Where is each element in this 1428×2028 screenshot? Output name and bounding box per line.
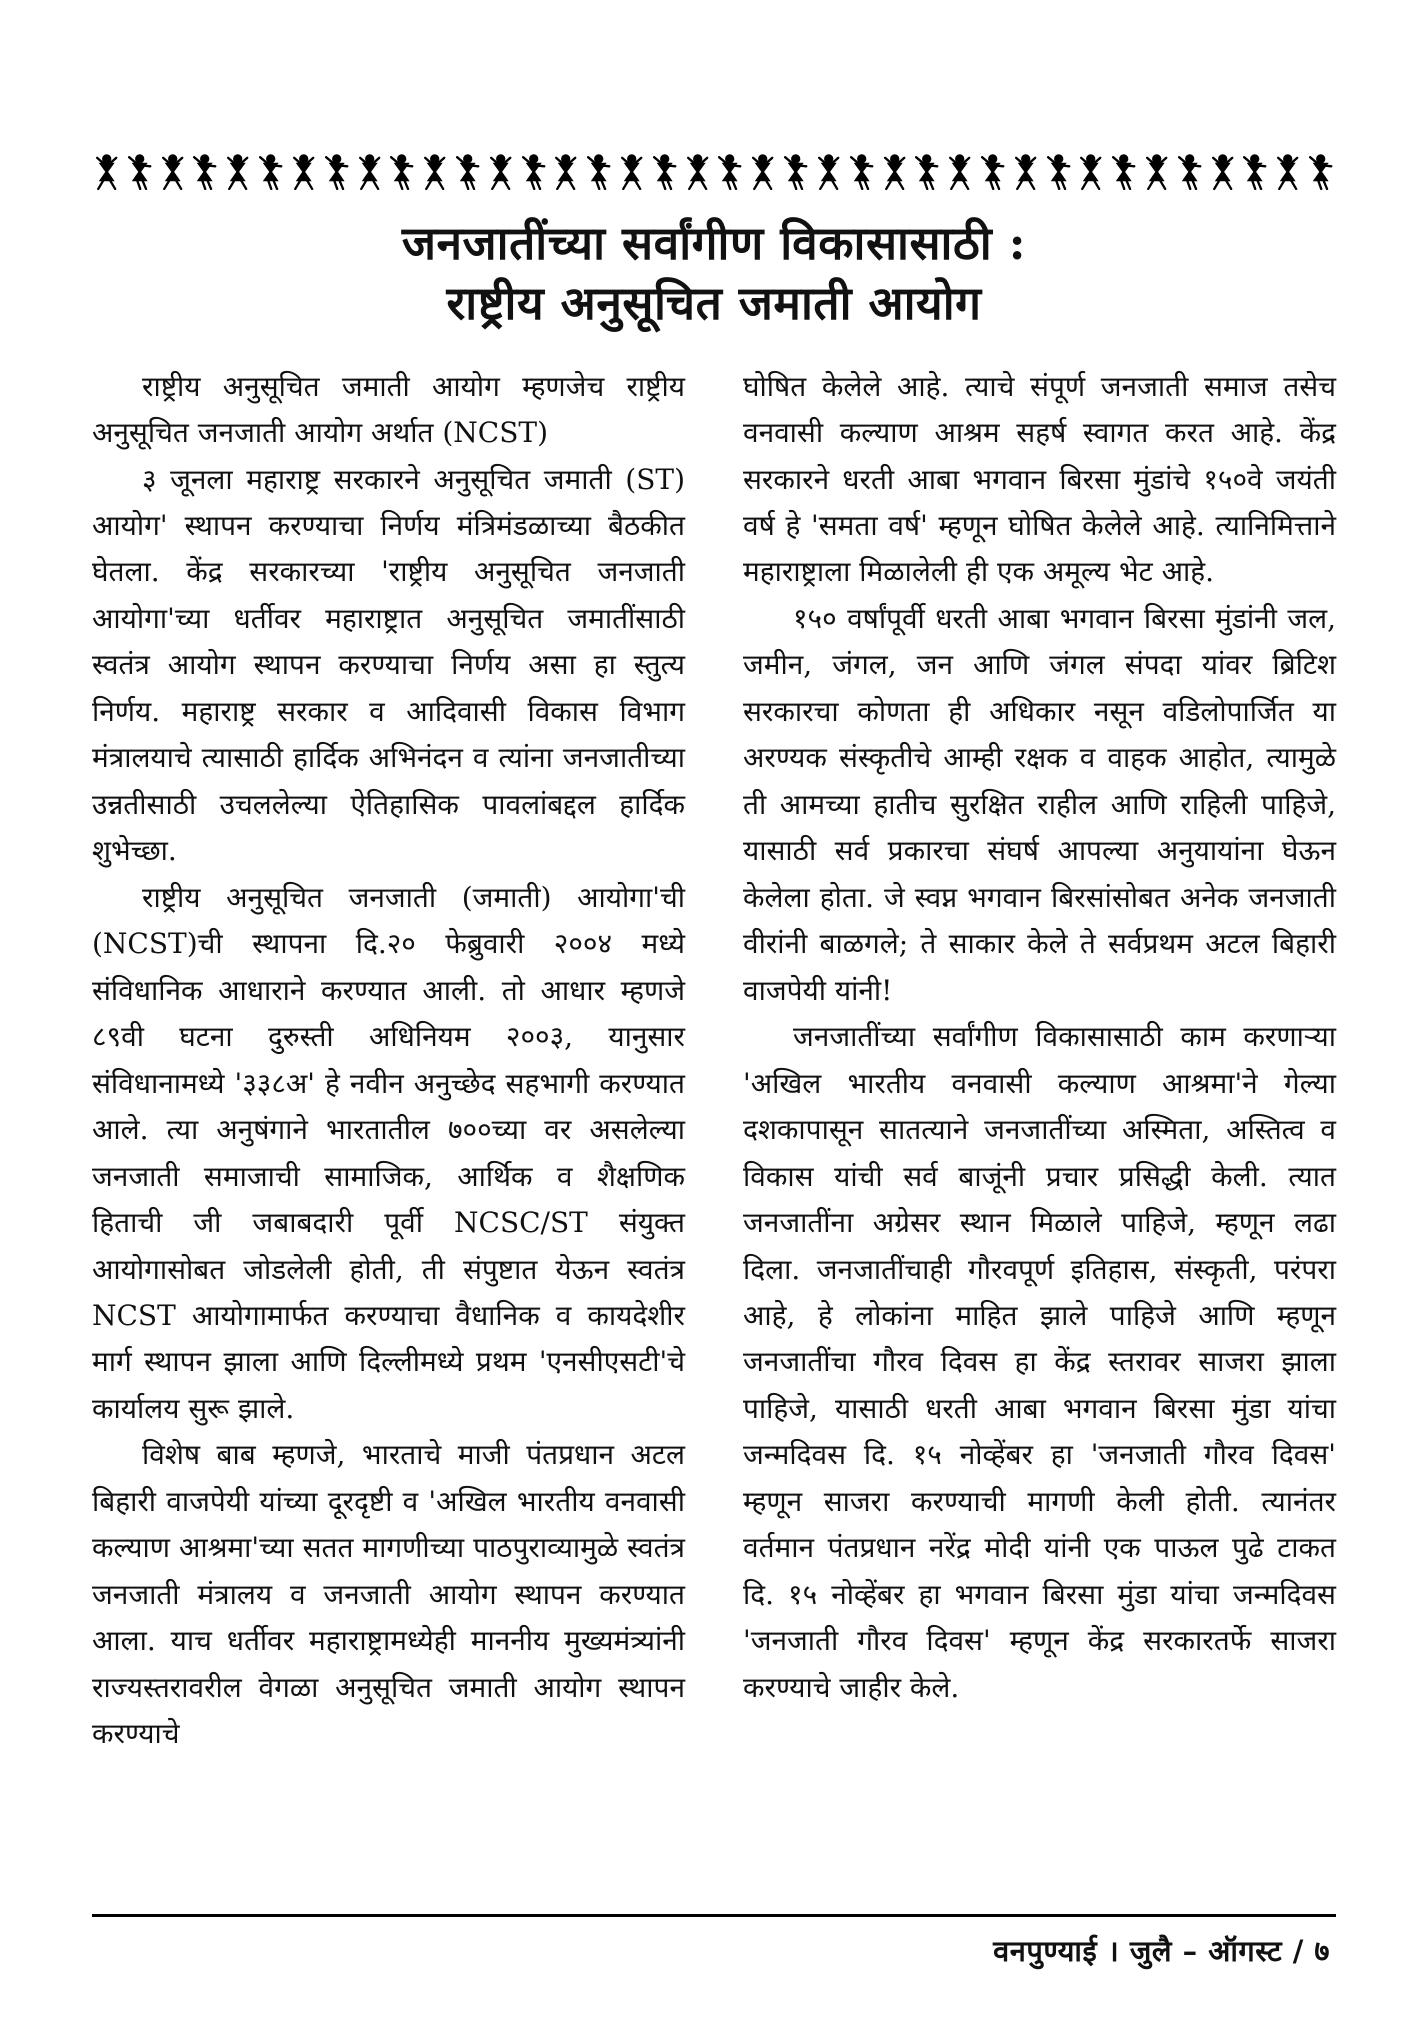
paragraph: जनजातींच्या सर्वांगीण विकासासाठी काम करणाऱ्या 'अखिल भारतीय वनवासी कल्याण आश्रमा'ने गेल्या दशकापासून सातत्याने जनजातींच्या अस्मिता, अस्तित्व व विकास यांची सर्व बाजूंनी प्रचार प्रसिद्धी केली. त्यात जनजातींना अग्रेसर स्थान मिळाले पाहिजे, म्हणून लढा दिला. जनजातींचाही गौरवपूर्ण इतिहास, संस्कृती, परंपरा आहे, हे लोकांना माहित झाले पाहिजे आणि म्हणून जनजातींचा गौरव दिवस हा केंद्र स्तरावर साजरा झाला पाहिजे, यासाठी धरती आबा भगवान बिरसा मुंडा यांचा जन्मदिवस दि. १५ नोव्हेंबर हा 'जनजाती गौरव दिवस' म्हणून साजरा करण्याची मागणी केली होती. त्यानंतर वर्तमान पंतप्रधान नरेंद्र मोदी यांनी एक पाऊल पुढे टाकत दि. १५ नोव्हेंबर हा भगवान बिरसा मुंडा यांचा जन्मदिवस 'जनजाती गौरव दिवस' म्हणून केंद्र सरकारतर्फे साजरा करण्याचे जाहीर केले. [743, 1020, 1336, 1704]
article-title [92, 214, 1336, 334]
footer-text: वनपुण्याई । जुलै – ऑगस्ट / ७ [993, 1934, 1330, 1968]
article-title-line2: राष्ट्रीय अनुसूचित जमाती आयोग [446, 275, 982, 330]
left-column [92, 364, 685, 1758]
paragraph: राष्ट्रीय अनुसूचित जमाती आयोग म्हणजेच राष्ट्रीय अनुसूचित जनजाती आयोग अर्थात (NCST) [92, 369, 685, 450]
paragraph: १५० वर्षांपूर्वी धरती आबा भगवान बिरसा मुंडांनी जल, जमीन, जंगल, जन आणि जंगल संपदा यांवर ब्रिटिश सरकारचा कोणता ही अधिकार नसून वडिलोपार्जित या अरण्यक संस्कृतीचे आम्ही रक्षक व वाहक आहोत, त्यामुळे ती आमच्या हातीच सुरक्षित राहील आणि राहिली पाहिजे, यासाठी सर्व प्रकारचा संघर्ष आपल्या अनुयायांना घेऊन केलेला होता. जे स्वप्न भगवान बिरसांसोबत अनेक जनजाती वीरांनी बाळगले; ते साकार केले ते सर्वप्रथम अटल बिहारी वाजपेयी यांनी! [743, 601, 1336, 1007]
article-title-line1: जनजातींच्या सर्वांगीण विकासासाठी : [401, 216, 1027, 270]
article-body [92, 364, 1336, 1914]
page-footer [92, 1914, 1336, 1970]
warli-dancers-border-icon [94, 148, 1334, 190]
paragraph: राष्ट्रीय अनुसूचित जनजाती (जमाती) आयोगा'ची (NCST)ची स्थापना दि.२० फेब्रुवारी २००४ मध्ये संविधानिक आधाराने करण्यात आली. तो आधार म्हणजे ८९वी घटना दुरुस्ती अधिनियम २००३, यानुसार संविधानामध्ये '३३८अ' हे नवीन अनुच्छेद सहभागी करण्यात आले. त्या अनुषंगाने भारतातील ७००च्या वर असलेल्या जनजाती समाजाची सामाजिक, आर्थिक व शैक्षणिक हिताची जी जबाबदारी पूर्वी NCSC/ST संयुक्त आयोगासोबत जोडलेली होती, ती संपुष्टात येऊन स्वतंत्र NCST आयोगामार्फत करण्याचा वैधानिक व कायदेशीर मार्ग स्थापन झाला आणि दिल्लीमध्ये प्रथम 'एनसीएसटी'चे कार्यालय सुरू झाले. [92, 880, 685, 1425]
paragraph: विशेष बाब म्हणजे, भारताचे माजी पंतप्रधान अटल बिहारी वाजपेयी यांच्या दूरदृष्टी व 'अखिल भारतीय वनवासी कल्याण आश्रमा'च्या सतत मागणीच्या पाठपुराव्यामुळे स्वतंत्र जनजाती मंत्रालय व जनजाती आयोग स्थापन करण्यात आला. याच धर्तीवर महाराष्ट्रामध्येही माननीय मुख्यमंत्र्यांनी राज्यस्तरावरील वेगळा अनुसूचित जमाती आयोग स्थापन करण्याचे [92, 1438, 685, 1751]
footer-rule [92, 1914, 1336, 1917]
right-column [743, 364, 1336, 1712]
paragraph: ३ जूनला महाराष्ट्र सरकारने अनुसूचित जमाती (ST) आयोग' स्थापन करण्याचा निर्णय मंत्रिमंडळाच्या बैठकीत घेतला. केंद्र सरकारच्या 'राष्ट्रीय अनुसूचित जनजाती आयोगा'च्या धर्तीवर महाराष्ट्रात अनुसूचित जमातींसाठी स्वतंत्र आयोग स्थापन करण्याचा निर्णय असा हा स्तुत्य निर्णय. महाराष्ट्र सरकार व आदिवासी विकास विभाग मंत्रालयाचे त्यासाठी हार्दिक अभिनंदन व त्यांना जनजातीच्या उन्नतीसाठी उचललेल्या ऐतिहासिक पावलांबद्दल हार्दिक शुभेच्छा. [92, 462, 685, 868]
paragraph: घोषित केलेले आहे. त्याचे संपूर्ण जनजाती समाज तसेच वनवासी कल्याण आश्रम सहर्ष स्वागत करत आहे. केंद्र सरकारने धरती आबा भगवान बिरसा मुंडांचे १५०वे जयंती वर्ष हे 'समता वर्ष' म्हणून घोषित केलेले आहे. त्यानिमित्ताने महाराष्ट्राला मिळालेली ही एक अमूल्य भेट आहे. [743, 369, 1336, 589]
